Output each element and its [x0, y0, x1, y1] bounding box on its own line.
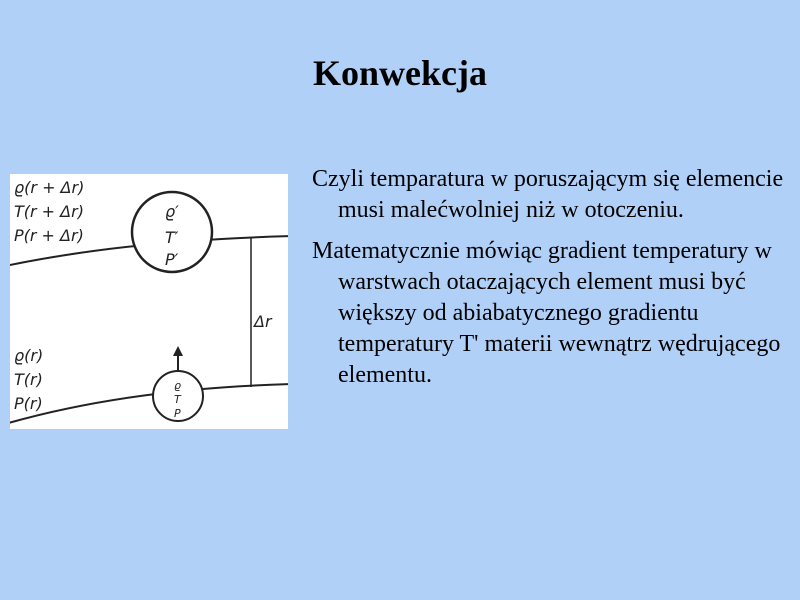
upper-temperature-label: T(r + Δr)	[14, 202, 84, 221]
slide-title: Konwekcja	[313, 53, 487, 93]
slide-body	[312, 164, 792, 401]
delta-r-label: Δr	[254, 312, 272, 331]
upper-density-label: ϱ(r + Δr)	[14, 178, 85, 197]
bubble-lower-pressure-label: P	[174, 407, 181, 420]
bubble-upper-temperature-label: T′	[165, 228, 179, 247]
upper-pressure-label: P(r + Δr)	[14, 226, 84, 245]
bubble-lower-temperature-label: T	[174, 393, 181, 406]
bubble-upper-pressure-label: P′	[165, 250, 179, 269]
body-paragraph-2: Matematycznie mówiąc gradient temperatury w warstwach otaczających element musi być większy od abiabatycznego gradientu temperatury T' materii wewnątrz wędrującego elementu.	[312, 238, 781, 388]
lower-density-label: ϱ(r)	[14, 346, 44, 365]
body-paragraph-1: Czyli temparatura w poruszającym się elemencie musi malećwolniej niż w otoczeniu.	[312, 166, 784, 223]
lower-pressure-label: P(r)	[14, 394, 43, 413]
lower-temperature-label: T(r)	[14, 370, 43, 389]
convection-diagram	[10, 174, 288, 429]
bubble-upper-density-label: ϱ′	[165, 202, 179, 221]
bubble-lower-density-label: ϱ	[174, 379, 181, 392]
